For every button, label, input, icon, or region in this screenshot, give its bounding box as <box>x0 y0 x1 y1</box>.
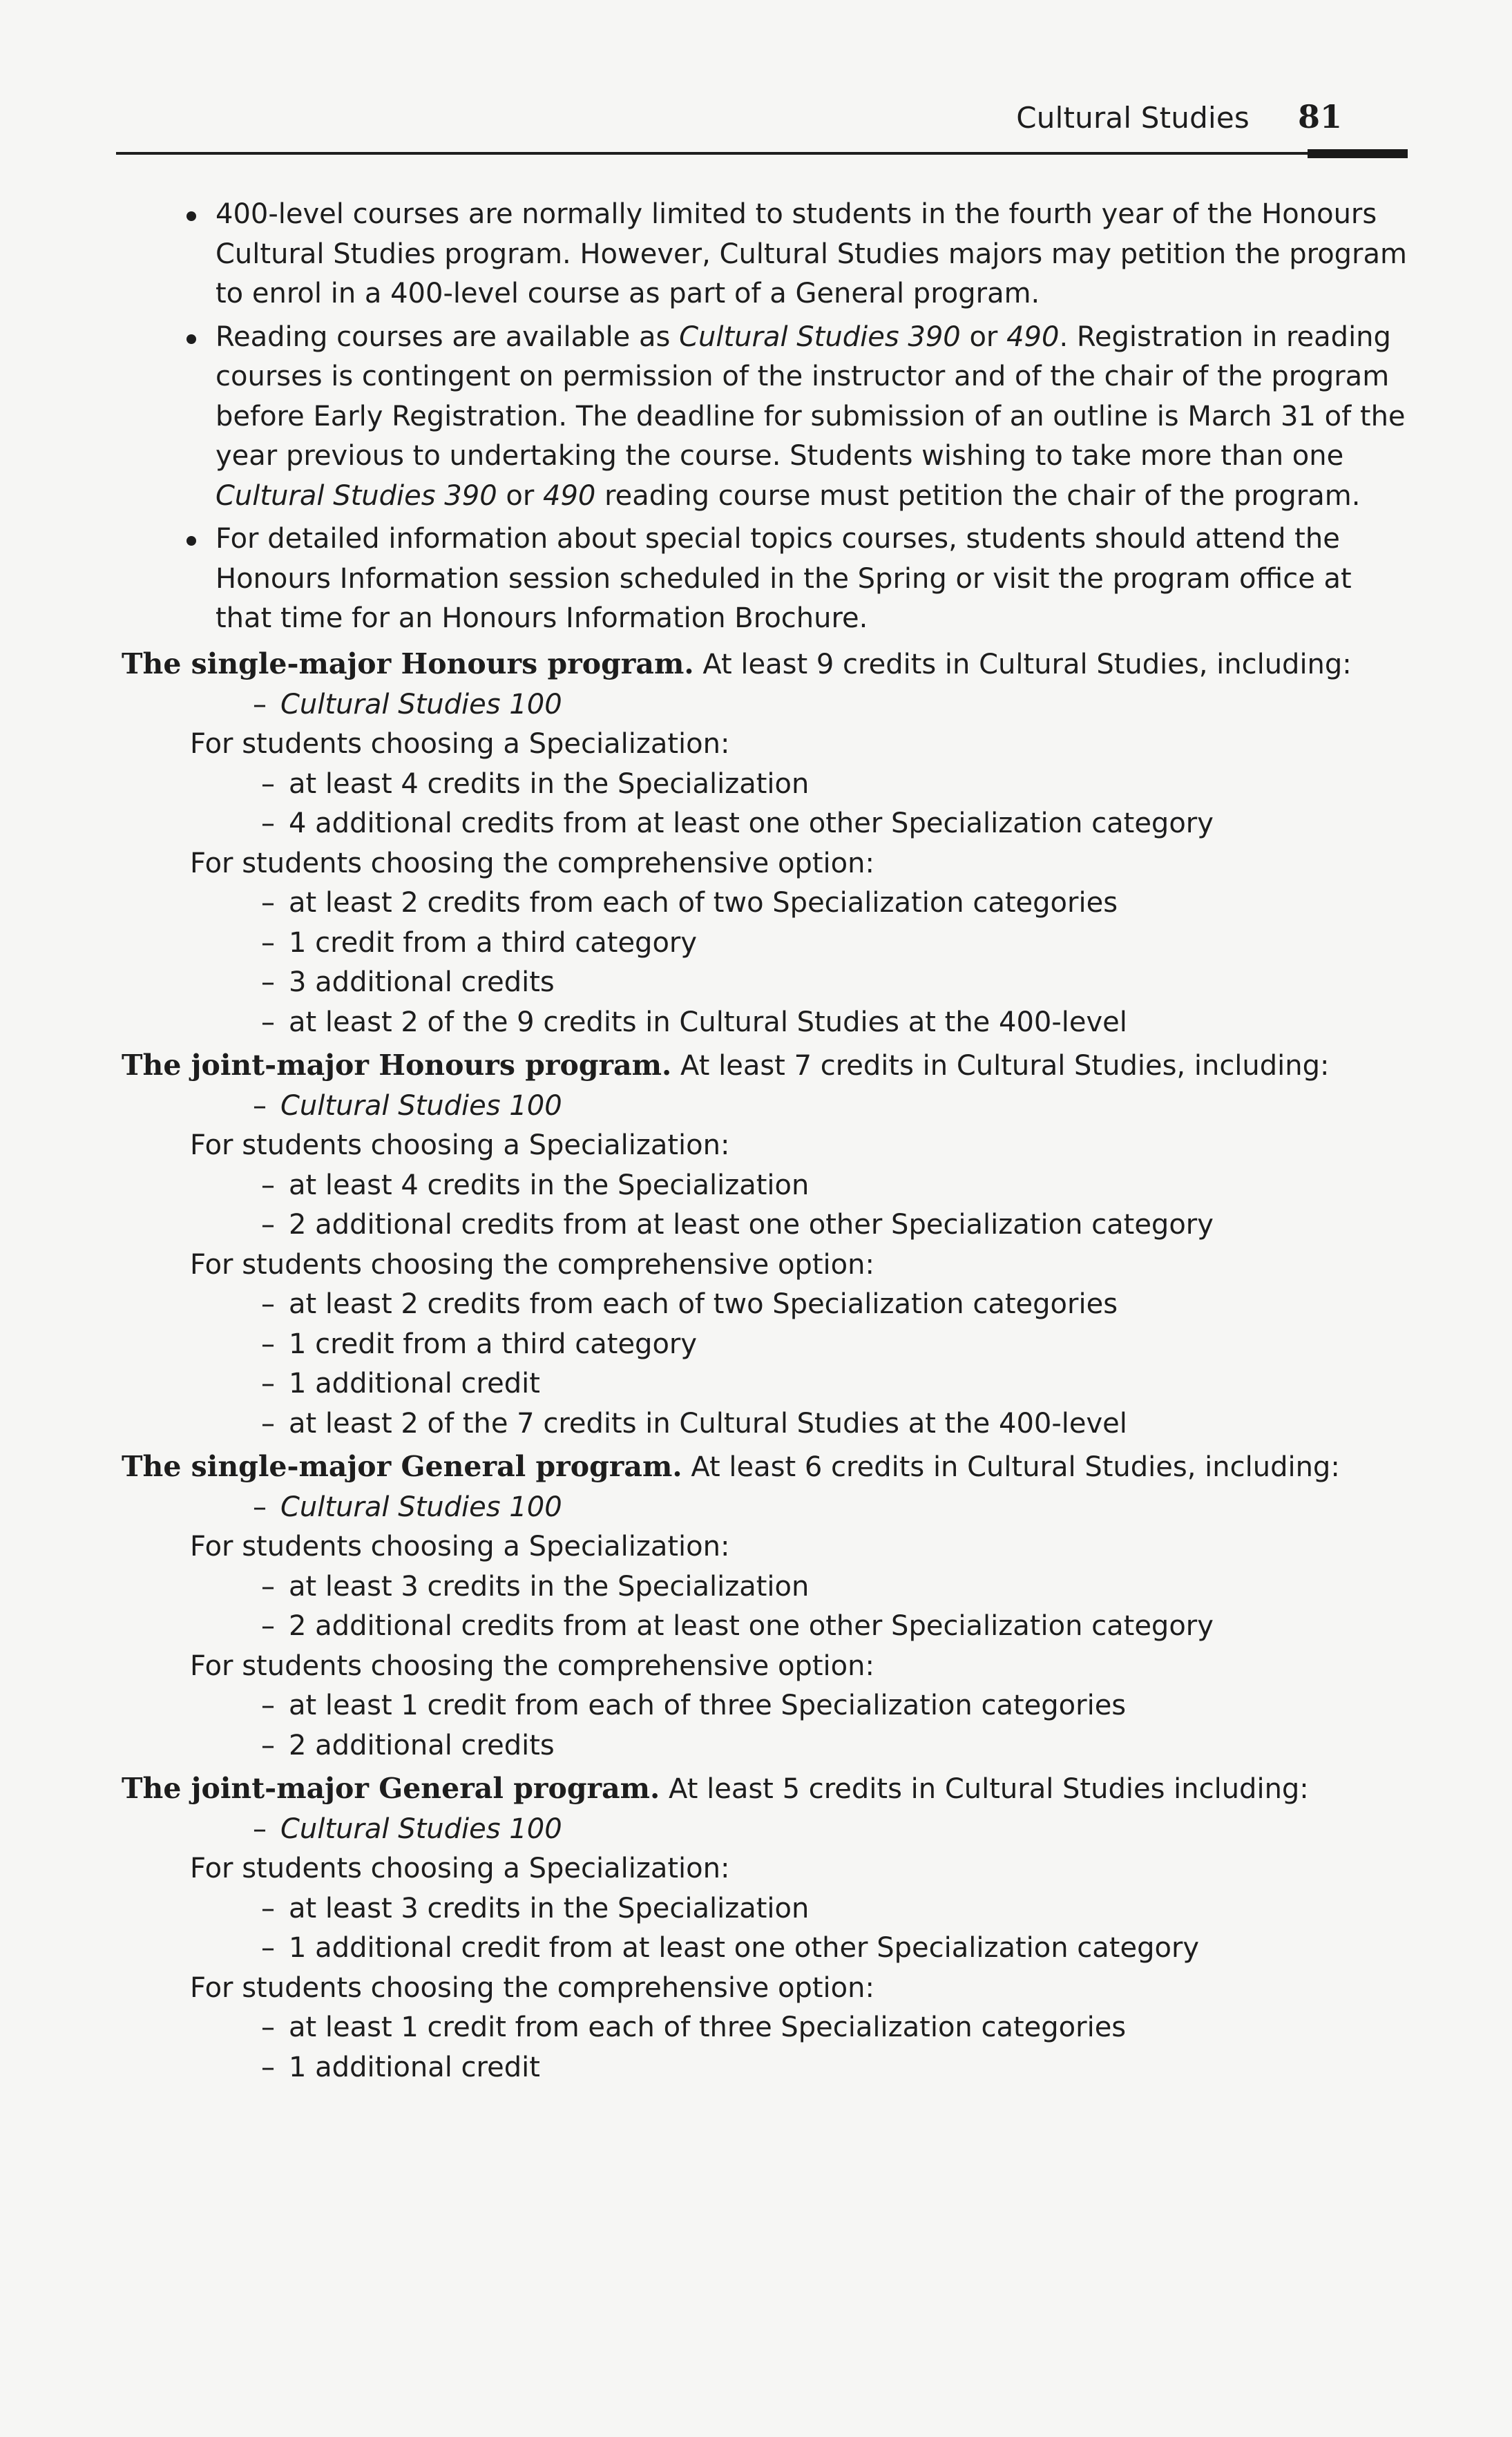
dash-marker: – <box>261 966 275 998</box>
dash-marker: – <box>261 1690 275 1721</box>
dash-marker: – <box>261 1006 275 1038</box>
specialization-requirement <box>0 1166 1352 1206</box>
requirement-text: at least 3 credits in the Specialization <box>289 1570 810 1603</box>
course-reference: Cultural Studies 390 <box>216 479 497 512</box>
requirement-text: 4 additional credits from at least one other Specialization category <box>289 807 1214 839</box>
text-segment: or <box>497 479 544 512</box>
dash-marker: – <box>261 1932 275 1964</box>
bullet-line <box>216 357 1407 397</box>
text-segment: reading course must petition the chair of the program. <box>595 479 1361 512</box>
text-segment: that time for an Honours Information Brochure. <box>216 602 868 634</box>
notes-bullet-list <box>0 195 1407 639</box>
comprehensive-heading: For students choosing the comprehensive option: <box>190 1650 874 1682</box>
dash-marker: – <box>261 1288 275 1320</box>
bullet-dot-icon <box>186 536 196 546</box>
specialization-requirement <box>0 1567 1352 1607</box>
specialization-requirement <box>0 1889 1352 1929</box>
specialization-heading: For students choosing a Specialization: <box>190 1129 730 1161</box>
comprehensive-heading: For students choosing the comprehensive option: <box>190 1971 874 2004</box>
specialization-requirement <box>0 765 1352 805</box>
program-block <box>0 644 1352 1042</box>
required-course-name: Cultural Studies 100 <box>280 1813 562 1845</box>
dash-marker: – <box>253 688 267 720</box>
dash-marker: – <box>261 1407 275 1440</box>
specialization-requirement <box>0 804 1352 844</box>
requirement-text: at least 2 of the 9 credits in Cultural Studies at the 400-level <box>289 1006 1127 1038</box>
comprehensive-heading: For students choosing the comprehensive option: <box>190 1248 874 1281</box>
requirement-text: 2 additional credits <box>289 1729 555 1761</box>
dash-marker: – <box>261 1169 275 1201</box>
program-heading <box>0 644 1352 685</box>
dash-marker: – <box>261 1209 275 1241</box>
comprehensive-requirement <box>0 883 1352 924</box>
dash-marker: – <box>253 1089 267 1122</box>
specialization-heading: For students choosing a Specialization: <box>190 1853 730 1884</box>
comprehensive-requirement <box>0 2048 1352 2088</box>
bullet-item <box>0 195 1407 314</box>
text-segment: For detailed information about special topics courses, students should attend the <box>216 523 1340 555</box>
course-reference: 490 <box>1006 321 1060 353</box>
text-segment: courses is contingent on permission of the instructor and of the chair of the program <box>216 361 1390 392</box>
program-label: The single-major General program. <box>122 1450 682 1483</box>
dash-marker: – <box>261 887 275 919</box>
dash-marker: – <box>261 926 275 959</box>
bullet-line <box>216 318 1407 358</box>
program-block <box>0 1046 1352 1444</box>
bullet-item <box>0 318 1407 517</box>
bullet-item <box>0 519 1407 639</box>
running-head <box>1016 98 1342 135</box>
dash-marker: – <box>253 1813 267 1845</box>
course-reference: 490 <box>543 479 596 512</box>
requirement-text: at least 4 credits in the Specialization <box>289 767 810 800</box>
program-summary: At least 7 credits in Cultural Studies, including: <box>671 1050 1330 1082</box>
required-course <box>0 1488 1352 1528</box>
text-segment: 400-level courses are normally limited to students in the fourth year of the Honours <box>216 198 1377 230</box>
comprehensive-requirement <box>0 1364 1352 1404</box>
bullet-dot-icon <box>186 211 196 221</box>
comprehensive-requirement <box>0 1686 1352 1726</box>
program-block <box>0 1447 1352 1766</box>
specialization-requirement <box>0 1205 1352 1245</box>
requirement-text: 1 credit from a third category <box>289 926 698 959</box>
program-label: The joint-major Honours program. <box>122 1049 672 1082</box>
comprehensive-requirement <box>0 1404 1352 1444</box>
dash-marker: – <box>261 1729 275 1761</box>
requirement-text: 2 additional credits from at least one other Specialization category <box>289 1610 1214 1642</box>
text-segment: or <box>960 321 1007 353</box>
requirement-text: 1 additional credit <box>289 1368 540 1399</box>
text-segment: before Early Registration. The deadline for submission of an outline is March 31 of the <box>216 400 1406 432</box>
required-course <box>0 685 1352 725</box>
requirement-text: at least 2 credits from each of two Specialization categories <box>289 1288 1118 1320</box>
requirement-text: 1 additional credit from at least one other Specialization category <box>289 1932 1200 1964</box>
bullet-dot-icon <box>186 334 196 344</box>
dash-marker: – <box>261 807 275 839</box>
requirement-text: at least 3 credits in the Specialization <box>289 1892 810 1924</box>
header-rule <box>116 152 1408 155</box>
dash-marker: – <box>261 2011 275 2043</box>
dash-marker: – <box>261 1570 275 1603</box>
program-heading <box>0 1046 1352 1087</box>
header-rule-block <box>1308 149 1408 158</box>
dash-marker: – <box>261 2051 275 2083</box>
specialization-requirement <box>0 1929 1352 1969</box>
program-block <box>0 1769 1352 2087</box>
bullet-line <box>216 274 1407 314</box>
program-summary: At least 6 credits in Cultural Studies, including: <box>682 1451 1340 1483</box>
required-course-name: Cultural Studies 100 <box>280 1491 562 1523</box>
course-reference: Cultural Studies 390 <box>679 321 961 353</box>
required-course <box>0 1810 1352 1850</box>
required-course-name: Cultural Studies 100 <box>280 1089 562 1122</box>
program-requirements <box>0 644 1352 2091</box>
comprehensive-requirement <box>0 1285 1352 1325</box>
page-number: 81 <box>1297 98 1342 135</box>
dash-marker: – <box>253 1491 267 1523</box>
requirement-text: at least 1 credit from each of three Specialization categories <box>289 2011 1127 2043</box>
bullet-line <box>216 235 1407 275</box>
dash-marker: – <box>261 1892 275 1924</box>
required-course <box>0 1087 1352 1127</box>
requirement-text: at least 1 credit from each of three Specialization categories <box>289 1690 1127 1721</box>
comprehensive-requirement <box>0 1325 1352 1365</box>
text-segment: Cultural Studies program. However, Cultural Studies majors may petition the program <box>216 238 1407 270</box>
specialization-heading: For students choosing a Specialization: <box>190 728 730 760</box>
dash-marker: – <box>261 767 275 800</box>
requirement-text: at least 4 credits in the Specialization <box>289 1169 810 1201</box>
text-segment: year previous to undertaking the course. Students wishing to take more than one <box>216 440 1344 472</box>
bullet-line <box>216 397 1407 437</box>
required-course-name: Cultural Studies 100 <box>280 688 562 720</box>
comprehensive-requirement <box>0 1003 1352 1043</box>
bullet-line <box>216 195 1407 235</box>
text-segment: Honours Information session scheduled in the Spring or visit the program office at <box>216 562 1352 595</box>
specialization-requirement <box>0 1607 1352 1647</box>
comprehensive-heading: For students choosing the comprehensive option: <box>190 847 874 879</box>
running-title: Cultural Studies <box>1016 101 1250 135</box>
comprehensive-requirement <box>0 2008 1352 2048</box>
text-segment: to enrol in a 400-level course as part of a General program. <box>216 278 1040 309</box>
requirement-text: 1 additional credit <box>289 2051 540 2083</box>
comprehensive-requirement <box>0 963 1352 1003</box>
text-segment: . Registration in reading <box>1059 321 1391 353</box>
program-label: The single-major Honours program. <box>122 647 694 680</box>
program-heading <box>0 1447 1352 1488</box>
bullet-line <box>216 599 1407 639</box>
bullet-line <box>216 519 1407 560</box>
comprehensive-requirement <box>0 1726 1352 1766</box>
program-heading <box>0 1769 1352 1810</box>
program-summary: At least 5 credits in Cultural Studies including: <box>660 1773 1309 1805</box>
dash-marker: – <box>261 1610 275 1642</box>
requirement-text: at least 2 of the 7 credits in Cultural Studies at the 400-level <box>289 1407 1127 1440</box>
requirement-text: 3 additional credits <box>289 966 555 998</box>
program-label: The joint-major General program. <box>122 1772 660 1805</box>
requirement-text: at least 2 credits from each of two Specialization categories <box>289 887 1118 919</box>
comprehensive-requirement <box>0 924 1352 964</box>
bullet-line <box>216 560 1407 600</box>
bullet-line <box>216 477 1407 517</box>
dash-marker: – <box>261 1368 275 1399</box>
program-summary: At least 9 credits in Cultural Studies, including: <box>693 649 1352 680</box>
bullet-line <box>216 437 1407 477</box>
specialization-heading: For students choosing a Specialization: <box>190 1531 730 1562</box>
dash-marker: – <box>261 1328 275 1360</box>
requirement-text: 2 additional credits from at least one other Specialization category <box>289 1209 1214 1241</box>
requirement-text: 1 credit from a third category <box>289 1328 698 1360</box>
text-segment: Reading courses are available as <box>216 321 680 353</box>
